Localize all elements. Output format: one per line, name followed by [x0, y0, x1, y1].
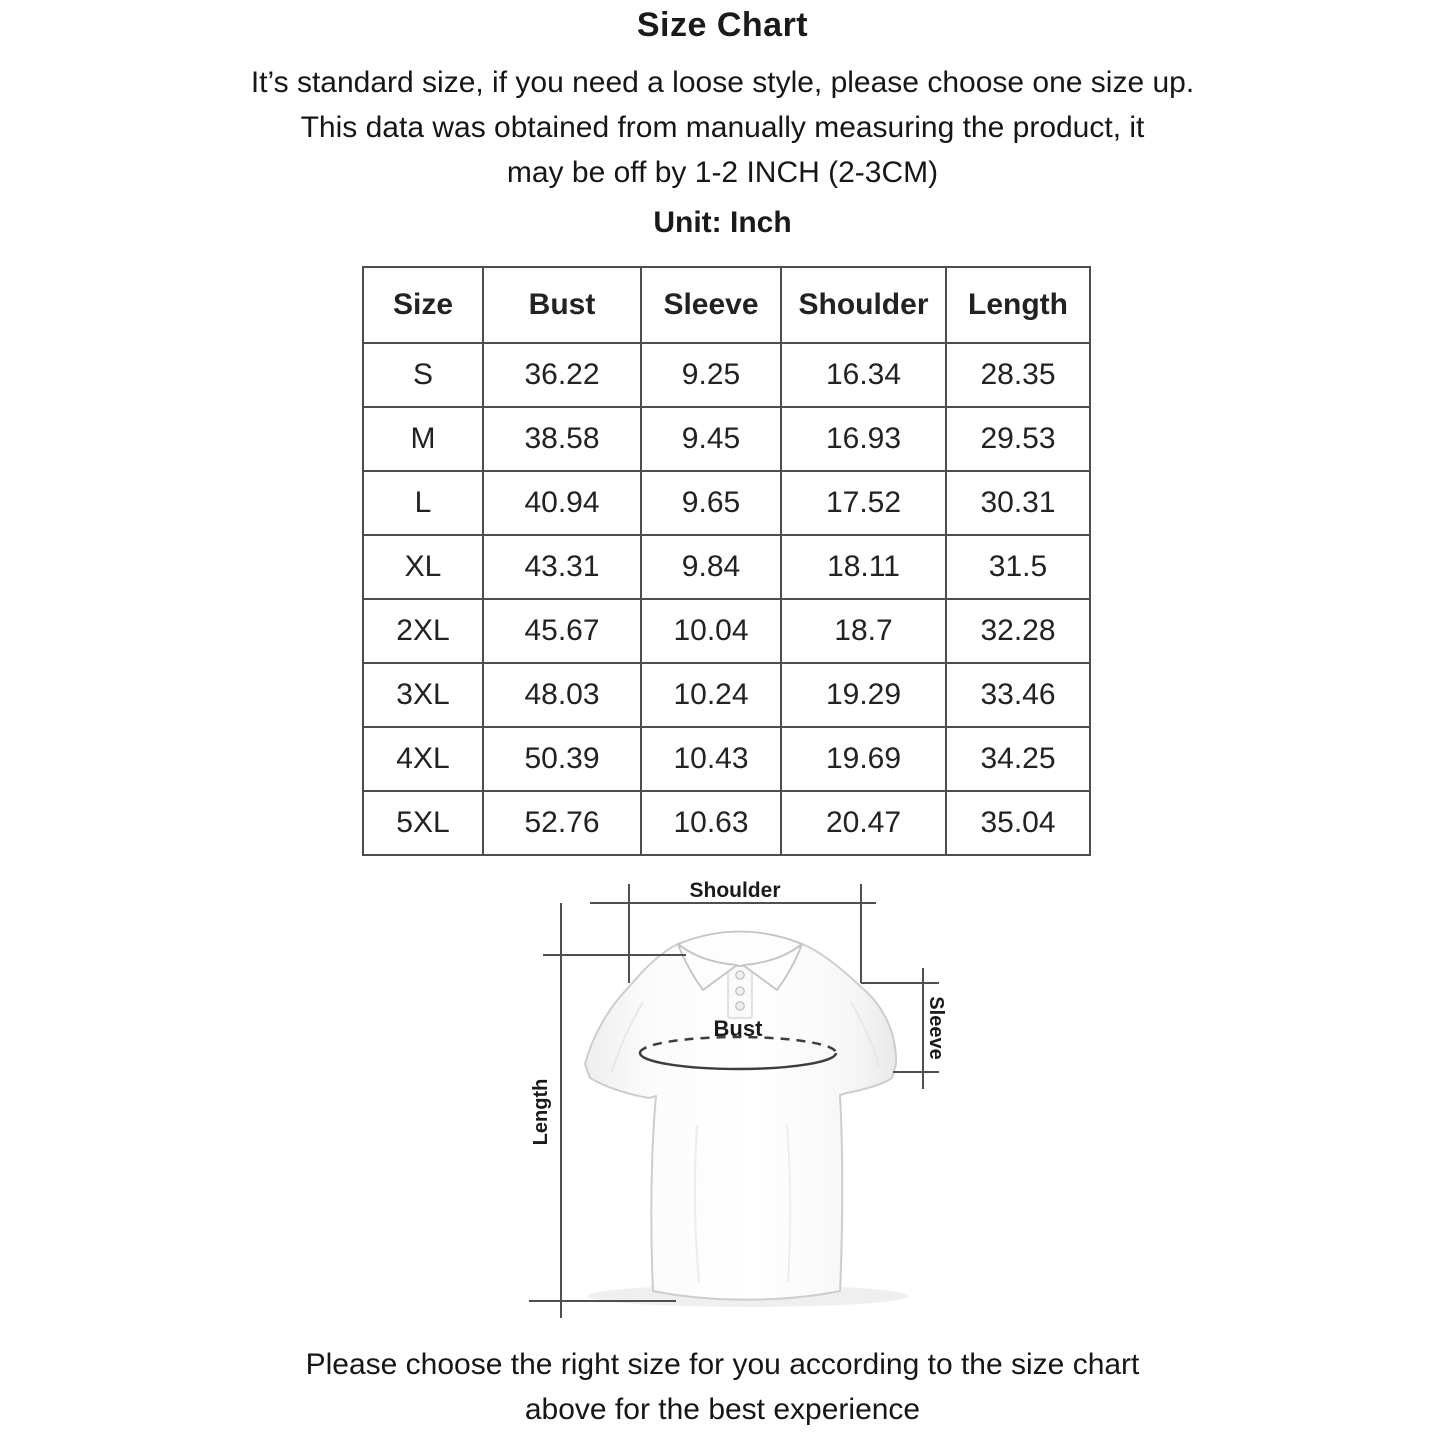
column-header-size: Size [363, 267, 483, 343]
column-header-bust: Bust [483, 267, 641, 343]
cell-shoulder: 17.52 [781, 471, 946, 535]
unit-label: Unit: Inch [653, 206, 792, 239]
cell-sleeve: 9.45 [641, 407, 781, 471]
cell-size: S [363, 343, 483, 407]
polo-shirt-illustration [585, 932, 908, 1308]
cell-sleeve: 9.84 [641, 535, 781, 599]
page-title: Size Chart [636, 6, 809, 44]
cell-size: 2XL [363, 599, 483, 663]
disclaimer-text [0, 60, 1445, 195]
cell-shoulder: 19.69 [781, 727, 946, 791]
shirt-button-1 [736, 971, 744, 979]
disclaimer-line-3: may be off by 1-2 INCH (2-3CM) [506, 156, 939, 189]
table-row-s [363, 343, 1090, 407]
footer-line-2: above for the best experience [524, 1393, 921, 1426]
cell-length: 31.5 [946, 535, 1090, 599]
cell-size: 4XL [363, 727, 483, 791]
disclaimer-line-2: This data was obtained from manually measuring the product, it [300, 111, 1145, 144]
shirt-button-3 [736, 1002, 744, 1010]
cell-length: 30.31 [946, 471, 1090, 535]
shirt-button-2 [736, 987, 744, 995]
size-table [362, 266, 1091, 856]
column-header-length: Length [946, 267, 1090, 343]
cell-length: 28.35 [946, 343, 1090, 407]
cell-size: 3XL [363, 663, 483, 727]
cell-shoulder: 16.34 [781, 343, 946, 407]
cell-size: XL [363, 535, 483, 599]
cell-bust: 43.31 [483, 535, 641, 599]
cell-length: 32.28 [946, 599, 1090, 663]
cell-length: 29.53 [946, 407, 1090, 471]
table-row-m [363, 407, 1090, 471]
cell-bust: 40.94 [483, 471, 641, 535]
column-header-shoulder: Shoulder [781, 267, 946, 343]
table-row-5xl [363, 791, 1090, 855]
cell-sleeve: 9.65 [641, 471, 781, 535]
cell-shoulder: 19.29 [781, 663, 946, 727]
cell-bust: 45.67 [483, 599, 641, 663]
table-row-3xl [363, 663, 1090, 727]
length-label: Length [530, 1078, 552, 1146]
cell-sleeve: 10.04 [641, 599, 781, 663]
cell-shoulder: 16.93 [781, 407, 946, 471]
shoulder-label: Shoulder [689, 879, 781, 902]
cell-sleeve: 10.43 [641, 727, 781, 791]
cell-bust: 38.58 [483, 407, 641, 471]
footer-note [0, 1342, 1445, 1432]
disclaimer-line-1: It’s standard size, if you need a loose style, please choose one size up. [250, 66, 1195, 99]
cell-sleeve: 9.25 [641, 343, 781, 407]
table-row-4xl [363, 727, 1090, 791]
cell-sleeve: 10.63 [641, 791, 781, 855]
cell-length: 33.46 [946, 663, 1090, 727]
measurement-diagram [480, 858, 990, 1330]
cell-size: 5XL [363, 791, 483, 855]
cell-size: M [363, 407, 483, 471]
cell-shoulder: 20.47 [781, 791, 946, 855]
cell-bust: 48.03 [483, 663, 641, 727]
column-header-sleeve: Sleeve [641, 267, 781, 343]
cell-shoulder: 18.11 [781, 535, 946, 599]
cell-size: L [363, 471, 483, 535]
cell-length: 35.04 [946, 791, 1090, 855]
table-row-xl [363, 535, 1090, 599]
sleeve-label: Sleeve [925, 996, 947, 1060]
cell-length: 34.25 [946, 727, 1090, 791]
table-header-row [363, 267, 1090, 343]
bust-label: Bust [713, 1016, 763, 1041]
cell-bust: 36.22 [483, 343, 641, 407]
table-row-l [363, 471, 1090, 535]
cell-bust: 52.76 [483, 791, 641, 855]
cell-shoulder: 18.7 [781, 599, 946, 663]
footer-line-1: Please choose the right size for you according to the size chart [305, 1348, 1140, 1381]
cell-sleeve: 10.24 [641, 663, 781, 727]
table-row-2xl [363, 599, 1090, 663]
cell-bust: 50.39 [483, 727, 641, 791]
